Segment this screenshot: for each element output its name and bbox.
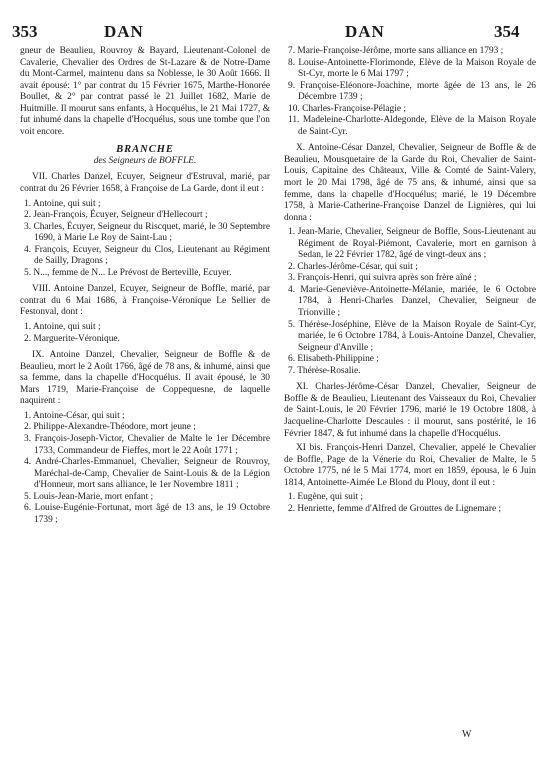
right-column <box>284 46 536 520</box>
generation-ix-children-continued <box>284 46 536 138</box>
list-item: 4. Marie-Geneviève-Antoinette-Mélanie, mariée, le 6 Octobre 1784, à Henri-Charles Danzel, Chevalier, Seigneur de Trionville ; <box>288 284 536 319</box>
list-item: 7. Marie-Françoise-Jérôme, morte sans alliance en 1793 ; <box>288 46 504 56</box>
list-item: 3. François-Joseph-Victor, Chevalier de Malte le 1er Décembre 1733, Commandeur de Fieffes, mort le 22 Août 1771 ; <box>24 433 270 456</box>
list-item: 2. Charles-Jérôme-César, qui suit ; <box>288 261 418 272</box>
generation-ix-paragraph: IX. Antoine Danzel, Chevalier, Seigneur de Boffle & de Beaulieu, mort le 2 Août 1766, âgé de 78 ans, & inhumé, ainsi que sa femme, dans la chapelle d'Hocquélus. Il avait épousé, le 30 Mars 1719, Marie-Françoise de Coppequesne, de laquelle naquirent : <box>20 350 270 407</box>
generation-xi-paragraph: XI. Charles-Jérôme-César Danzel, Chevalier, Seigneur de Boffle & de Beaulieu, Lieutenant des Vaisseaux du Roi, Chevalier de Saint-Louis, le 20 Février 1796, marié le 19 Octobre 1808, à Jacqueline-Charlotte Descaules : il mourut, sans postérité, le 16 Février 1847, & fut inhumé dans la chapelle d'Hocquélus. <box>284 382 536 439</box>
list-item: 4. François, Ecuyer, Seigneur du Clos, Lieutenant au Régiment de Sailly, Dragons ; <box>24 244 270 267</box>
list-item: 2. Philippe-Alexandre-Théodore, mort jeune ; <box>24 422 196 433</box>
generation-vii-children <box>20 199 270 280</box>
list-item: 1. Jean-Marie, Chevalier, Seigneur de Boffle, Sous-Lieutenant au Régiment de Royal-Piémont, Cavalerie, mort en garnison à Sedan, le 22 Février 1782, âgé de vingt-deux ans ; <box>288 227 536 261</box>
page-number-right: 354 <box>494 22 520 41</box>
left-column <box>20 46 270 531</box>
list-item: 9. Françoise-Eléonore-Joachine, morte âgée de 13 ans, le 26 Décembre 1739 ; <box>288 80 536 103</box>
generation-x-paragraph: X. Antoine-César Danzel, Chevalier, Seigneur de Boffle & de Beaulieu, Mousquetaire de la Garde du Roi, Chevalier de Saint-Louis, Capitaine des Châteaux, Ville & Comté de Saint-Valery, mort le 20 Mai 1798, âgé de 75 ans, & inhumé, ainsi que sa femme, dans la chapelle d'Hocquélus; marié, le 19 Décembre 1758, à Marie-Catherine-Françoise Danzel de Lignières, qui lui donna : <box>284 143 536 223</box>
list-item: 6. Elisabeth-Philippine ; <box>288 354 379 365</box>
intro-paragraph: gneur de Beaulieu, Rouvroy & Bayard, Lieutenant-Colonel de Cavalerie, Chevalier des Ordres de St-Lazare & de Notre-Dame du Mont-Carmel, maintenu dans sa Noblesse, le 30 Août 1666. Il avait épousé: 1° par contrat du 15 Février 1675, Marthe-Honorée Boullet, & 2° par contrat passé le 21 Juillet 1682, Marie de Huitmille. Il mourut sans enfants, à Hocquélus, le 21 Mai 1727, & fut inhumé dans la chapelle d'Hocquélus, sous une tombe que l'on voit encore. <box>20 46 270 137</box>
generation-vii-paragraph: VII. Charles Danzel, Ecuyer, Seigneur d'Estruval, marié, par contrat du 26 Février 1658, à Françoise de La Garde, dont il eut : <box>20 172 270 195</box>
list-item: 2. Marguerite-Véronique. <box>24 333 120 344</box>
list-item: 1. Antoine-César, qui suit ; <box>24 410 125 421</box>
branche-subtitle: des Seigneurs de BOFFLE. <box>93 155 197 166</box>
branche-heading <box>20 144 270 167</box>
list-item: 3. Charles, Écuyer, Seigneur du Riscquet, marié, le 30 Septembre 1690, à Marie Le Roy de Saint-Lau ; <box>24 221 270 244</box>
page-number-left: 353 <box>12 22 38 41</box>
signature-mark: W <box>462 729 472 740</box>
list-item: 3. François-Henri, qui suivra après son frère aîné ; <box>288 273 477 284</box>
list-item: 5. Louis-Jean-Marie, mort enfant ; <box>24 491 154 502</box>
generation-viii-children <box>20 322 270 345</box>
generation-xi-bis-children <box>284 492 536 515</box>
generation-x-children <box>284 227 536 377</box>
list-item: 2. Jean-François, Écuyer, Seigneur d'Hellecourt ; <box>24 210 208 221</box>
list-item: 5. Thérèse-Joséphine, Elève de la Maison Royale de Saint-Cyr, mariée, le 6 Octobre 1784, à Louis-Antoine Danzel, Chevalier, Seigneur d'Anville ; <box>288 319 536 353</box>
list-item: 8. Louise-Antoinette-Florimonde, Elève de la Maison Royale de St-Cyr, morte le 6 Mai 1797 ; <box>288 57 536 80</box>
list-item: 2. Henriette, femme d'Alfred de Grouttes de Lignemare ; <box>288 503 502 514</box>
generation-xi-bis-paragraph: XI bis. François-Henri Danzel, Chevalier, appelé le Chevalier de Boffle, Page de la Vénerie du Roi, Chevalier de Malte, le 5 Octobre 1775, né le 5 Mai 1774, mort en 1859, épousa, le 6 Juin 1814, Antoinette-Aimée Le Blond du Plouy, dont il eut : <box>284 443 536 488</box>
generation-ix-children <box>20 411 270 526</box>
branche-title: BRANCHE <box>116 144 174 156</box>
generation-viii-paragraph: VIII. Antoine Danzel, Ecuyer, Seigneur de Boffle, marié, par contrat du 6 Mai 1686, à Françoise-Véronique Le Sellier de Festonval, dont : <box>20 284 270 318</box>
list-item: 4. André-Charles-Emmanuel, Chevalier, Seigneur de Rouvroy, Maréchal-de-Camp, Chevalier de Saint-Louis & de la Légion d'Honneur, mort sans alliance, le 1er Novembre 1811 ; <box>24 457 270 491</box>
running-title-right: DAN <box>345 22 385 41</box>
running-title-left: DAN <box>104 22 144 41</box>
list-item: 1. Eugène, qui suit ; <box>288 492 363 503</box>
list-item: 1. Antoine, qui suit ; <box>24 322 101 333</box>
list-item: 7. Thérèse-Rosalie. <box>288 365 361 376</box>
list-item: 5. N..., femme de N... Le Prévost de Berteville, Ecuyer. <box>24 267 232 278</box>
list-item: 6. Louise-Eugénie-Fortunat, mort âgé de 13 ans, le 19 Octobre 1739 ; <box>24 503 270 525</box>
list-item: 11. Madeleine-Charlotte-Aldegonde, Elève de la Maison Royale de Saint-Cyr. <box>288 115 536 137</box>
list-item: 1. Antoine, qui suit ; <box>24 198 101 209</box>
list-item: 10. Charles-Françoise-Pélagie ; <box>288 103 406 114</box>
